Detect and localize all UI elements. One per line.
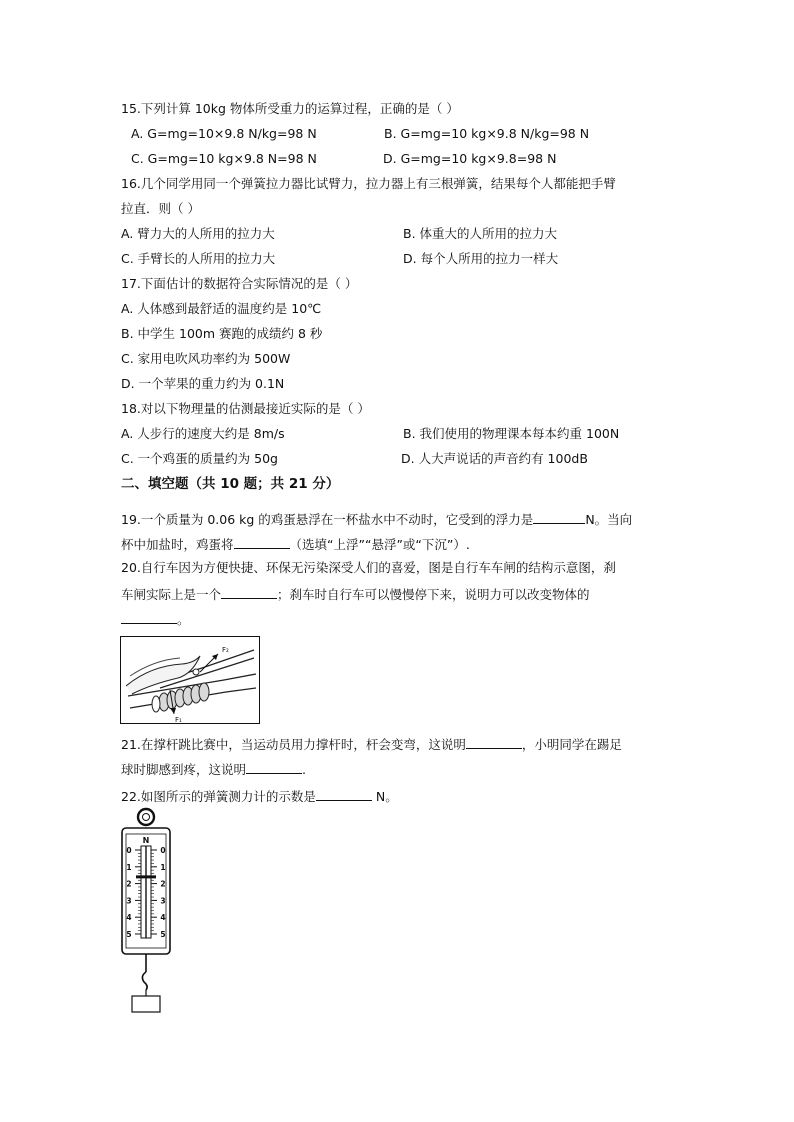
q16-option-d: D. 每个人所用的拉力一样大 (403, 251, 559, 266)
q20-line2-suffix: ；刹车时自行车可以慢慢停下来，说明力可以改变物体的 (277, 587, 590, 602)
q15-stem: 15.下列计算 10kg 物体所受重力的运算过程，正确的是（ ） (121, 101, 459, 116)
section-heading: 二、填空题（共 10 题；共 21 分） (121, 476, 340, 492)
q18-option-a: A. 人步行的速度大约是 8m/s (121, 426, 285, 441)
scale-tick-label: 5 (160, 930, 166, 939)
q21-line2-text: 球时脚感到疼，这说明 (121, 762, 247, 777)
spring-scale-figure (118, 806, 174, 1014)
q22-line (121, 786, 398, 806)
scale-ring (138, 809, 154, 825)
q16-option-a: A. 臂力大的人所用的拉力大 (121, 226, 275, 241)
q18-stem: 18.对以下物理量的估测最接近实际的是（ ） (121, 401, 370, 416)
scale-tick-label: 2 (160, 879, 166, 889)
q19-blank-2[interactable] (234, 534, 290, 549)
q15-option-b: B. G=mg=10 kg×9.8 N/kg=98 N (384, 126, 590, 141)
bicycle-brake-figure (120, 636, 260, 724)
q21-line2 (121, 759, 306, 779)
force-f1-label: F₁ (175, 716, 182, 724)
q21-blank-1[interactable] (466, 734, 522, 749)
q16-option-c: C. 手臂长的人所用的拉力大 (121, 251, 276, 266)
q19-line1 (121, 509, 632, 529)
q19-blank-1[interactable] (533, 509, 585, 524)
q17-option-c: C. 家用电吹风功率约为 500W (121, 351, 291, 366)
q18-option-c: C. 一个鸡蛋的质量约为 50g (121, 451, 278, 466)
scale-tick-label: 5 (126, 930, 132, 939)
q17-option-d: D. 一个苹果的重力约为 0.1N (121, 376, 285, 391)
q20-line1: 20.自行车因为方便快捷、环保无污染深受人们的喜爱，图是自行车车闸的结构示意图，刹 (121, 560, 616, 575)
scale-tick-label: 4 (160, 913, 166, 923)
q22-text: 22.如图所示的弹簧测力计的示数是 (121, 789, 316, 804)
q22-suffix: N。 (371, 789, 398, 804)
q16-stem-line2: 拉直．则（ ） (121, 201, 200, 216)
q21-line2-suffix: . (302, 762, 306, 777)
q20-line3-suffix: 。 (177, 612, 190, 627)
scale-tick-label: 1 (160, 862, 166, 872)
q17-option-a: A. 人体感到最舒适的温度约是 10℃ (121, 301, 322, 316)
scale-tick-label: 0 (160, 846, 166, 855)
q18-option-b: B. 我们使用的物理课本每本约重 100N (403, 426, 620, 441)
q15-option-c: C. G=mg=10 kg×9.8 N=98 N (131, 151, 317, 166)
scale-tick-label: 3 (160, 896, 166, 906)
q19-line2 (121, 534, 470, 554)
q19-line2-suffix: （选填“上浮”“悬浮”或“下沉”）. (289, 537, 470, 552)
q22-blank[interactable] (316, 786, 372, 801)
q16-option-b: B. 体重大的人所用的拉力大 (403, 226, 558, 241)
q20-line3 (121, 609, 190, 629)
q21-line1-text: 21.在撑杆跳比赛中，当运动员用力撑杆时，杆会变弯，这说明 (121, 737, 466, 752)
q17-option-b: B. 中学生 100m 赛跑的成绩约 8 秒 (121, 326, 323, 341)
q21-blank-2[interactable] (246, 759, 302, 774)
q16-stem-line1: 16.几个同学用同一个弹簧拉力器比试臂力，拉力器上有三根弹簧，结果每个人都能把手臂 (121, 176, 616, 191)
q20-blank-2[interactable] (121, 609, 177, 624)
q15-option-a: A. G=mg=10×9.8 N/kg=98 N (131, 126, 317, 141)
scale-tick-label: 3 (126, 896, 132, 906)
q15-option-d: D. G=mg=10 kg×9.8=98 N (383, 151, 557, 166)
q19-line2-text: 杯中加盐时，鸡蛋将 (121, 537, 234, 552)
scale-tick-label: 4 (126, 913, 132, 923)
q20-line2-text: 车闸实际上是一个 (121, 587, 222, 602)
scale-hook (142, 972, 147, 990)
q21-line1-suffix: ，小明同学在踢足 (521, 737, 622, 752)
q18-option-d: D. 人大声说话的声音约有 100dB (401, 451, 588, 466)
q19-line1-suffix: N。当向 (585, 512, 633, 527)
q20-blank-1[interactable] (221, 584, 277, 599)
force-f2-label: F₂ (222, 646, 229, 654)
scale-unit-label: N (142, 836, 150, 845)
scale-pointer (136, 875, 156, 878)
hanging-weight (132, 996, 160, 1012)
scale-tick-label: 1 (126, 862, 132, 872)
q19-line1-text: 19.一个质量为 0.06 kg 的鸡蛋悬浮在一杯盐水中不动时，它受到的浮力是 (121, 512, 534, 527)
q17-stem: 17.下面估计的数据符合实际情况的是（ ） (121, 276, 358, 291)
scale-tick-label: 0 (126, 846, 132, 855)
q21-line1 (121, 734, 622, 754)
scale-tick-label: 2 (126, 879, 132, 889)
q20-line2 (121, 584, 590, 604)
